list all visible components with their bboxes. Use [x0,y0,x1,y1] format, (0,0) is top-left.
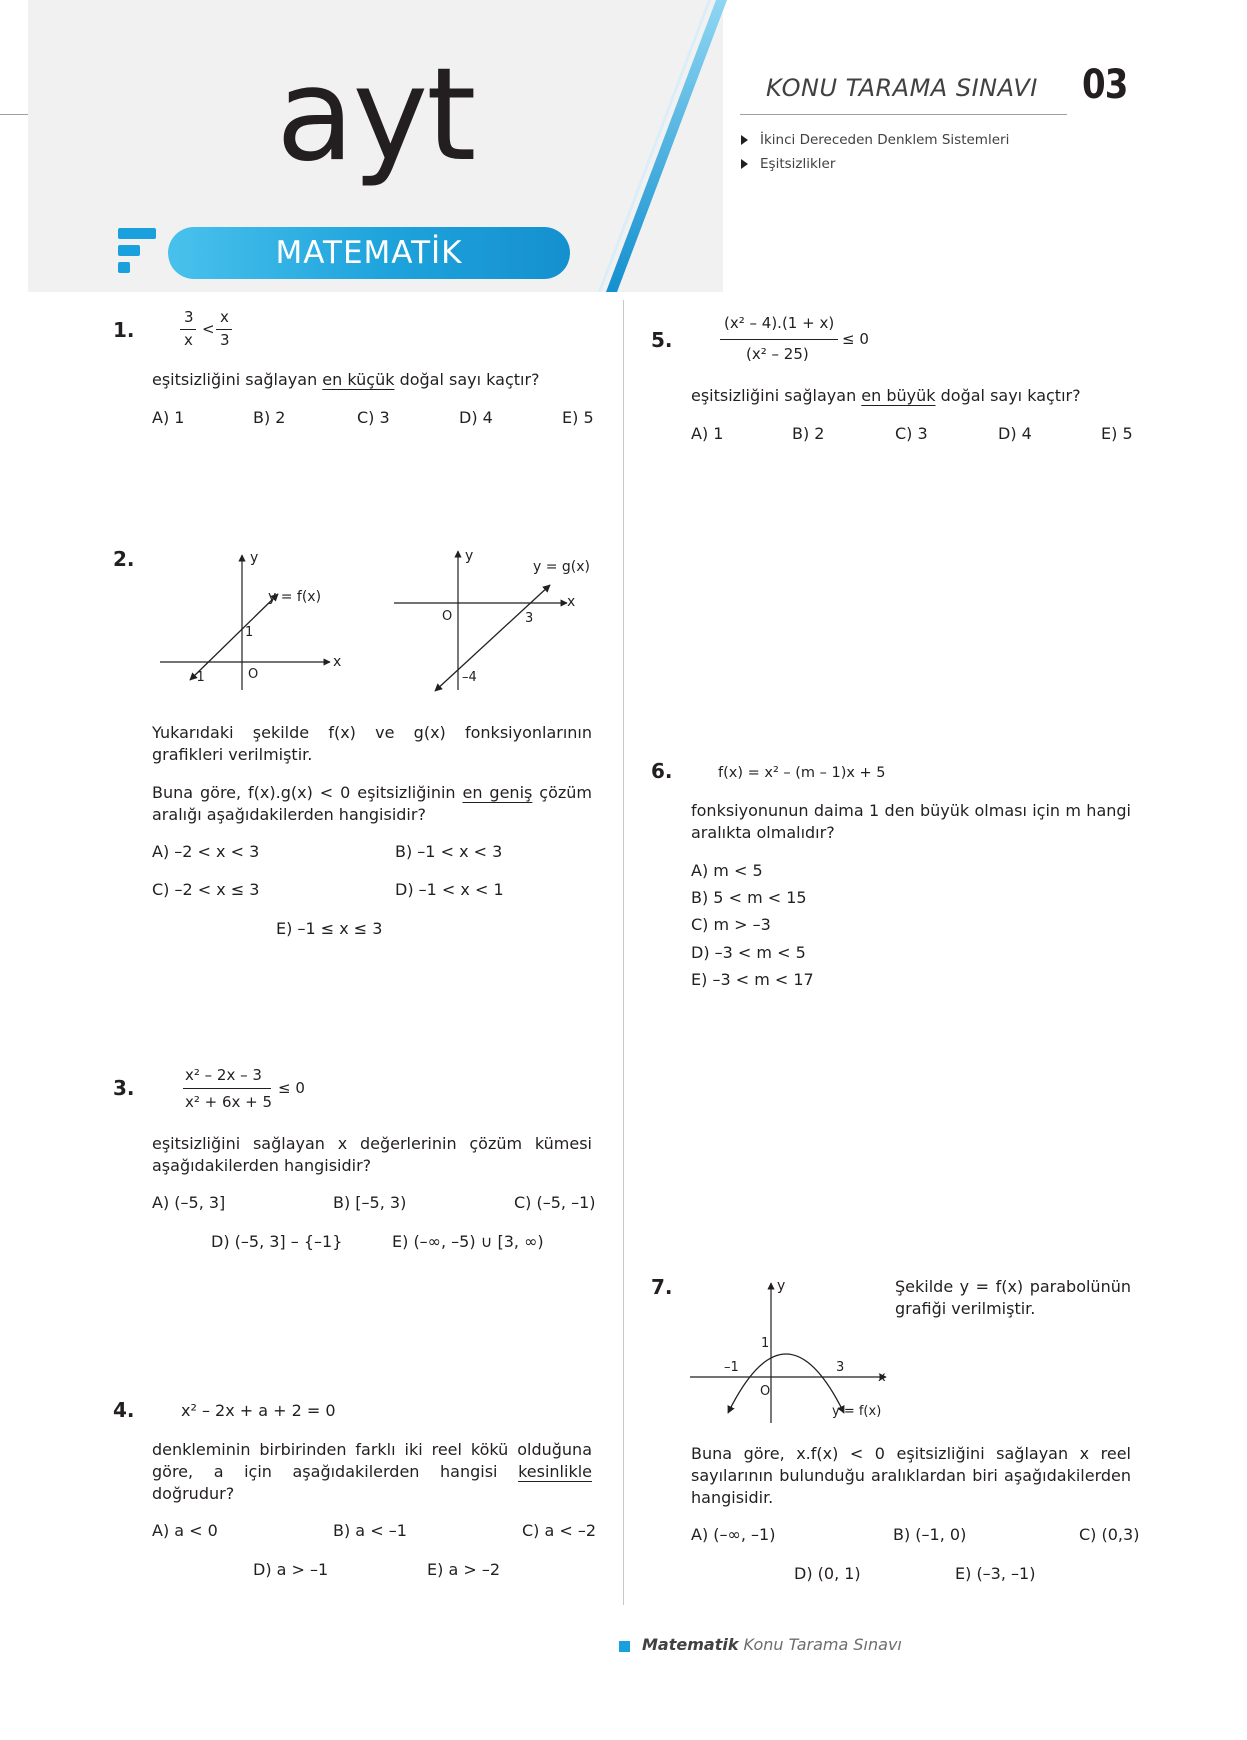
graph-f [150,545,350,695]
option-a[interactable]: A) m < 5 [691,861,763,880]
graph-parabola [688,1275,898,1425]
axis-label-y: y [465,548,474,564]
logo-ayt: ayt [276,41,475,190]
question-number: 4. [113,1398,135,1422]
q2-text: Buna göre, f(x).g(x) < 0 eşitsizliğinin en geniş çözüm aralığı aşağıdakilerden hangisidir? [152,783,593,824]
tick-label: –1 [190,670,205,685]
option-a[interactable]: A) (–∞, –1) [691,1525,776,1544]
option-a[interactable]: A) a < 0 [152,1521,218,1540]
option-a[interactable]: A) (–5, 3] [152,1193,226,1212]
option-e[interactable]: E) 5 [562,408,594,427]
q2-intro: Yukarıdaki şekilde f(x) ve g(x) fonksiyonlarının grafikleri verilmiştir. [152,723,592,764]
option-d[interactable]: D) –3 < m < 5 [691,943,806,962]
option-e[interactable]: E) –3 < m < 17 [691,970,814,989]
graph-label: y = g(x) [533,559,591,575]
q5-text: eşitsizliğini sağlayan en büyük doğal sayı kaçtır? [691,386,1081,405]
origin-label: O [442,609,453,624]
tick-label: 3 [525,611,534,626]
tick-label: 3 [836,1360,845,1375]
topic-item: İkinci Dereceden Denklem Sistemleri [741,128,1009,152]
q1-text: eşitsizliğini sağlayan en küçük doğal sayı kaçtır? [152,370,540,389]
exam-number: 03 [1082,62,1128,108]
option-b[interactable]: B) 2 [253,408,286,427]
exam-title: KONU TARAMA SINAVI [766,74,1038,102]
q3-text: eşitsizliğini sağlayan x değerlerinin çözüm kümesi aşağıdakilerden hangisidir? [152,1134,592,1175]
question-number: 6. [651,759,673,783]
graph-label: y = f(x) [832,1404,882,1419]
option-b[interactable]: B) 5 < m < 15 [691,888,807,907]
exam-title-rule [740,114,1067,115]
option-c[interactable]: C) (0,3) [1079,1525,1140,1544]
column-divider [623,300,624,1605]
q4-text: denkleminin birbirinden farklı iki reel kökü olduğuna göre, a için aşağıdakilerden hangisi kesinlikle doğrudur? [152,1440,592,1503]
option-e[interactable]: E) –1 ≤ x ≤ 3 [276,919,383,938]
q7-text: Buna göre, x.f(x) < 0 eşitsizliğini sağlayan x reel sayılarının bulunduğu aralıklardan biri aşağıdakilerden hangisidir. [691,1444,1131,1507]
graph-g [392,545,592,695]
option-c[interactable]: C) (–5, –1) [514,1193,596,1212]
option-d[interactable]: D) (0, 1) [794,1564,861,1583]
option-e[interactable]: E) (–∞, –5) ∪ [3, ∞) [392,1232,544,1251]
triangle-bullet-icon [741,159,748,169]
option-d[interactable]: D) –1 < x < 1 [395,880,504,899]
question-number: 5. [651,328,673,352]
axis-label-x: x [567,594,576,610]
left-rule [0,114,28,115]
option-c[interactable]: C) 3 [357,408,390,427]
triangle-bullet-icon [741,135,748,145]
option-b[interactable]: B) (–1, 0) [893,1525,967,1544]
axis-label-y: y [250,550,259,566]
q4-equation: x² – 2x + a + 2 = 0 [181,1401,336,1420]
option-b[interactable]: B) a < –1 [333,1521,407,1540]
option-a[interactable]: A) 1 [152,408,185,427]
option-b[interactable]: B) –1 < x < 3 [395,842,503,861]
option-d[interactable]: D) a > –1 [253,1560,329,1579]
origin-label: O [760,1384,771,1399]
option-b[interactable]: B) 2 [792,424,825,443]
footer-square-icon [619,1641,630,1652]
option-c[interactable]: C) 3 [895,424,928,443]
option-e[interactable]: E) (–3, –1) [955,1564,1036,1583]
topic-list [741,128,1009,176]
tick-label: –4 [462,670,477,685]
option-a[interactable]: A) –2 < x < 3 [152,842,260,861]
option-d[interactable]: D) (–5, 3] – {–1} [211,1232,343,1251]
footer-text: Matematik Konu Tarama Sınavı [642,1635,902,1654]
axis-label-x: x [878,1370,886,1385]
option-c[interactable]: C) –2 < x ≤ 3 [152,880,260,899]
q7-intro: Şekilde y = f(x) parabolünün grafiği verilmiştir. [895,1277,1131,1318]
option-d[interactable]: D) 4 [998,424,1032,443]
option-b[interactable]: B) [–5, 3) [333,1193,407,1212]
graph-label: y = f(x) [268,589,322,605]
option-e[interactable]: E) 5 [1101,424,1133,443]
tick-label: 1 [245,625,254,640]
option-c[interactable]: C) m > –3 [691,915,771,934]
tick-label: 1 [761,1336,770,1351]
q6-text: fonksiyonunun daima 1 den büyük olması için m hangi aralıkta olmalıdır? [691,801,1131,842]
q6-function: f(x) = x² – (m – 1)x + 5 [718,765,886,781]
subject-pill: MATEMATİK [168,227,570,279]
q3-inequality: x² – 2x – 3 x² + 6x + 5 ≤ 0 [185,1066,305,1111]
brand-icon [118,228,160,282]
question-number: 1. [113,318,135,342]
option-a[interactable]: A) 1 [691,424,724,443]
axis-label-y: y [777,1278,786,1294]
topic-item: Eşitsizlikler [741,152,1009,176]
option-e[interactable]: E) a > –2 [427,1560,500,1579]
option-d[interactable]: D) 4 [459,408,493,427]
option-c[interactable]: C) a < –2 [522,1521,597,1540]
tick-label: –1 [724,1360,739,1375]
axis-label-x: x [333,654,342,670]
question-number: 7. [651,1275,673,1299]
question-number: 2. [113,547,135,571]
q5-inequality: (x² – 4).(1 + x) (x² – 25) ≤ 0 [720,314,870,364]
origin-label: O [248,667,259,682]
q1-inequality: 3 x < x 3 [180,308,240,352]
question-number: 3. [113,1076,135,1100]
